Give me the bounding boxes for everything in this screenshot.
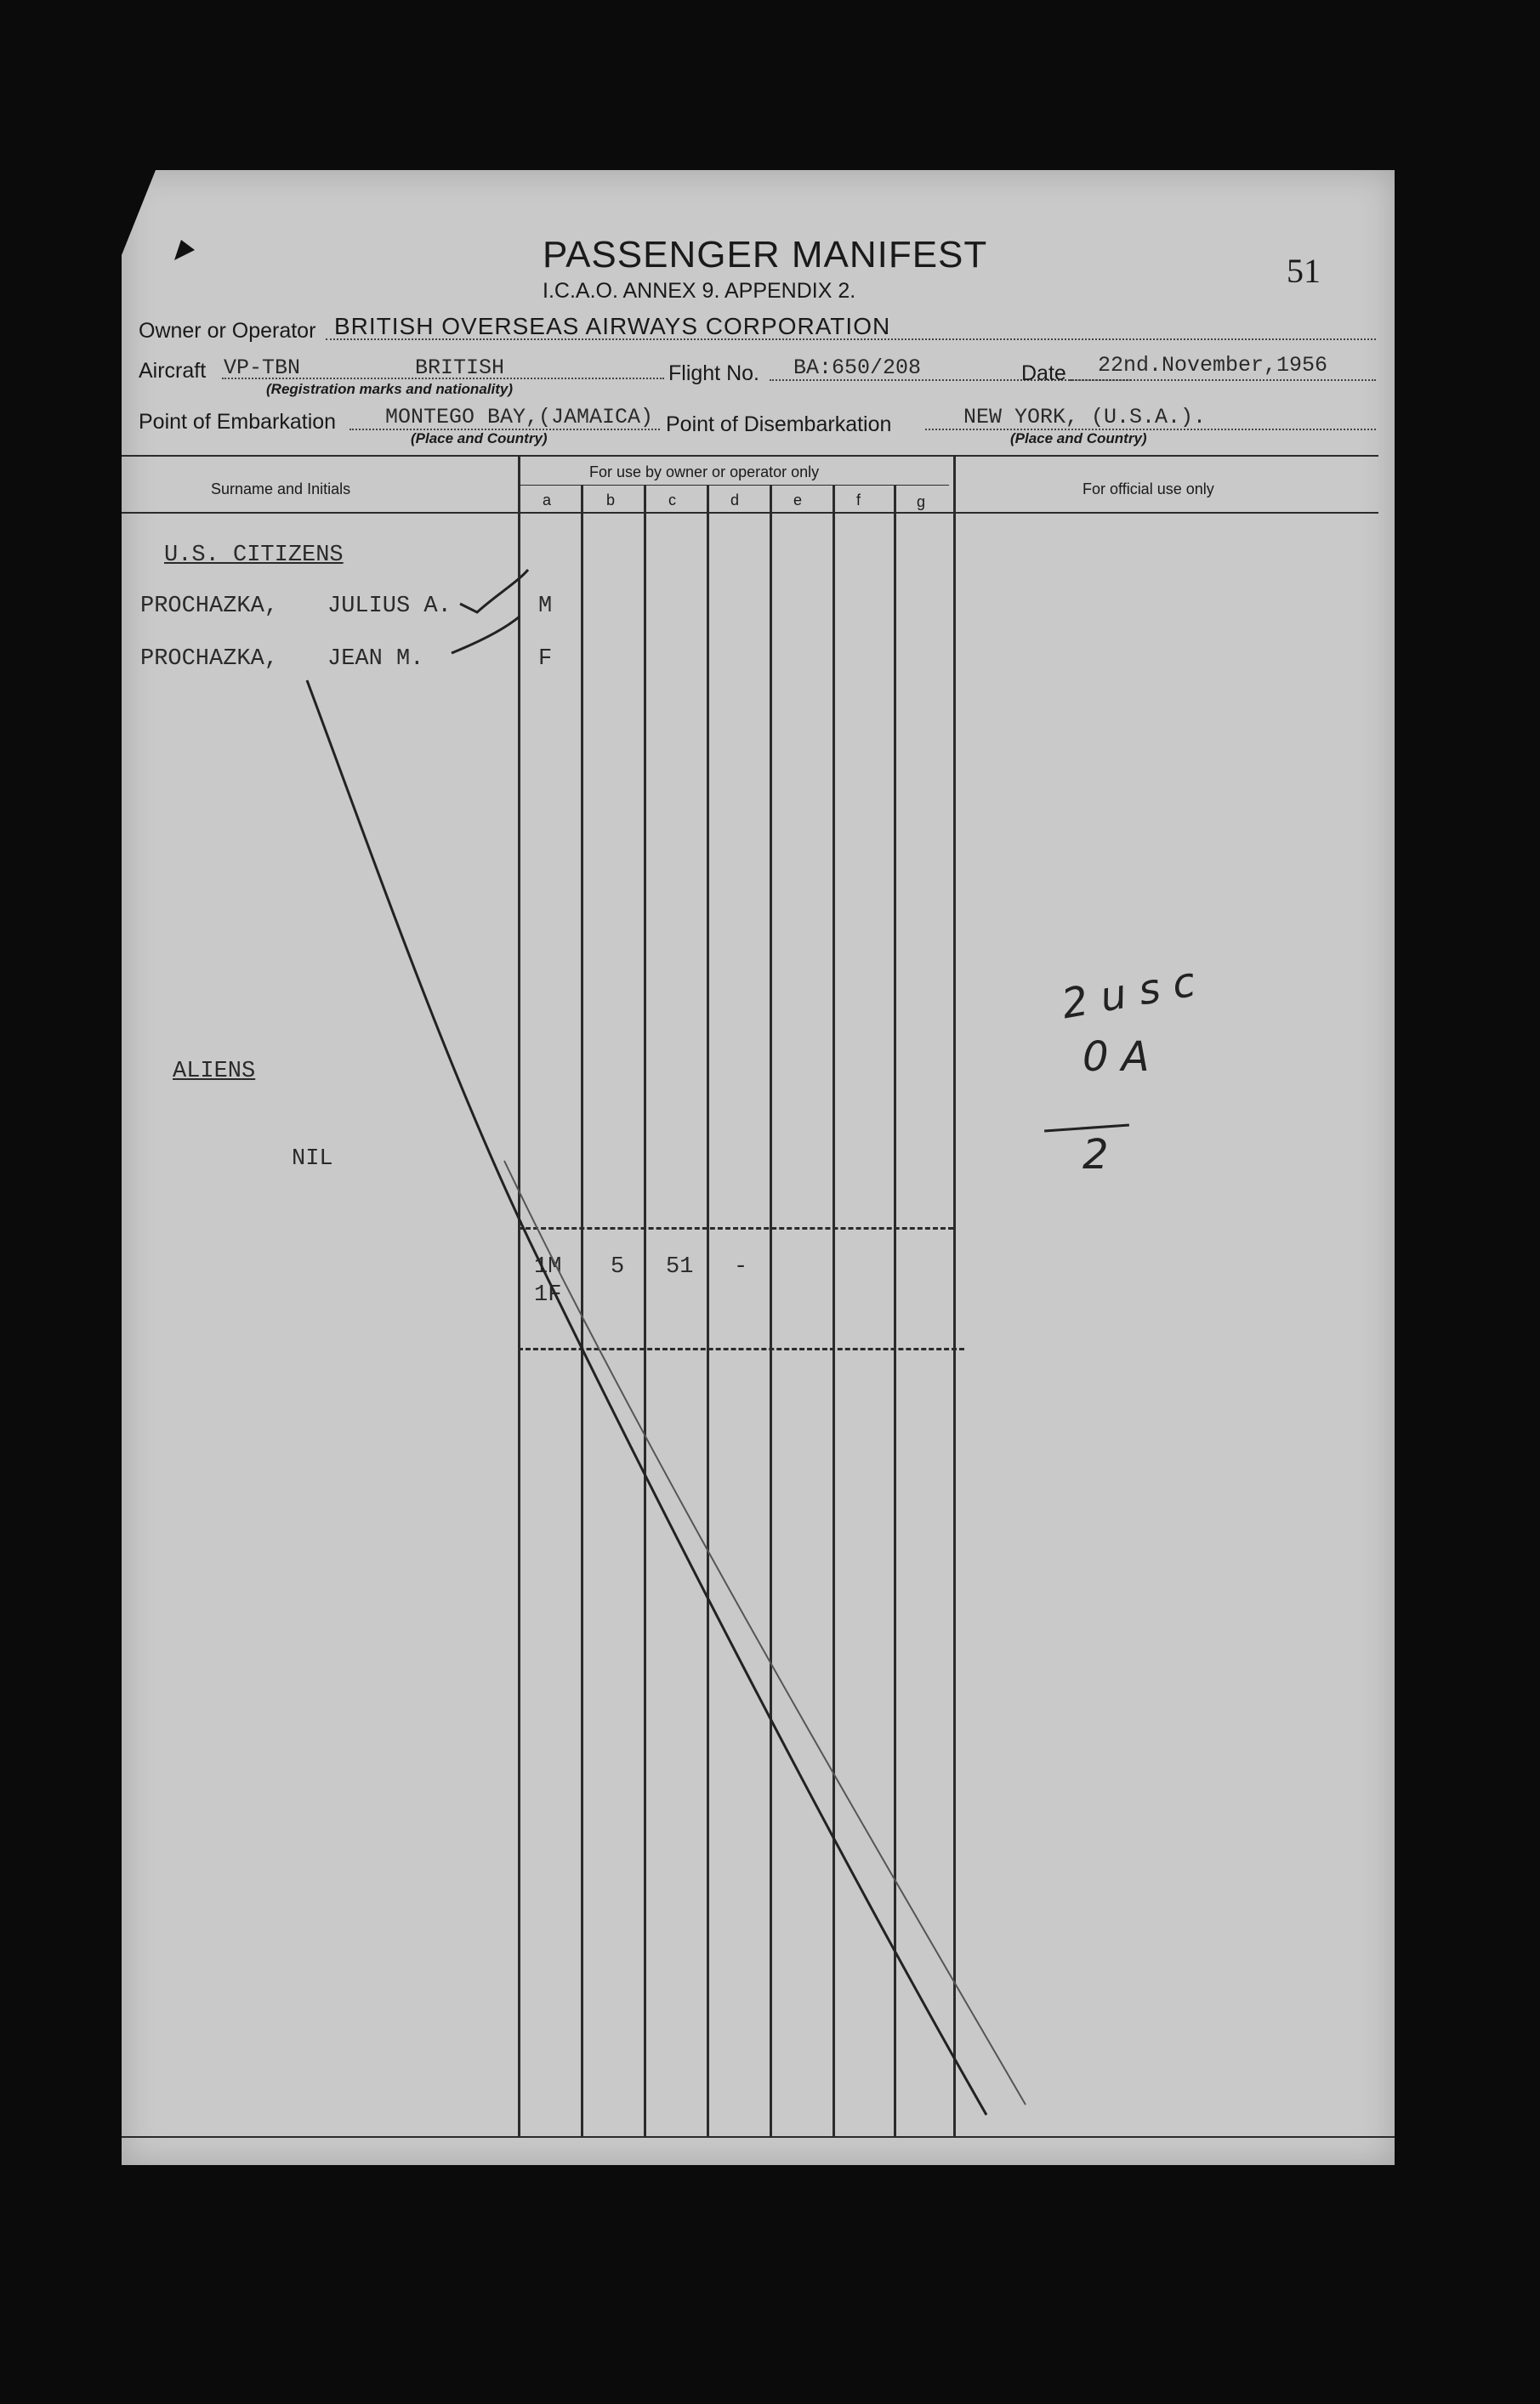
- passenger-2-initials: JEAN M.: [327, 646, 424, 672]
- flight-value: BA:650/208: [793, 355, 922, 380]
- date-value: 22nd.November,1956: [1098, 353, 1328, 378]
- embark-value: MONTEGO BAY,(JAMAICA): [385, 405, 654, 429]
- passenger-2-sex: F: [538, 646, 553, 672]
- disembark-caption: (Place and Country): [1010, 430, 1147, 446]
- col-header-surname: Surname and Initials: [211, 480, 351, 497]
- subcol-g: g: [917, 493, 926, 510]
- manifest-title: PASSENGER MANIFEST: [543, 234, 988, 276]
- embark-caption: (Place and Country): [411, 430, 548, 446]
- totals-male-count: 1M: [534, 1254, 562, 1280]
- aircraft-label: Aircraft: [139, 359, 207, 383]
- col-header-official: For official use only: [1083, 480, 1214, 497]
- subcol-c: c: [668, 492, 676, 509]
- aliens-heading: ALIENS: [173, 1059, 256, 1084]
- aircraft-nationality: BRITISH: [415, 355, 505, 380]
- aircraft-reg: VP-TBN: [224, 355, 301, 380]
- handwritten-line-3: 2: [1083, 1131, 1109, 1179]
- totals-female-count: 1F: [534, 1282, 562, 1308]
- page-number: 51: [1287, 252, 1321, 290]
- disembark-label: Point of Disembarkation: [666, 412, 892, 436]
- handwritten-line-1: 2 u s c: [1058, 958, 1199, 1029]
- disembark-value: NEW YORK, (U.S.A.).: [963, 405, 1207, 429]
- owner-label: Owner or Operator: [139, 319, 316, 343]
- passenger-1-surname: PROCHAZKA,: [140, 594, 279, 619]
- pen-strokes: [122, 170, 1395, 2165]
- totals-col-c: 51: [666, 1254, 694, 1280]
- handwritten-line-2: 0 A: [1083, 1033, 1150, 1081]
- check-mark-icon: [460, 570, 528, 612]
- passenger-2-surname: PROCHAZKA,: [140, 646, 279, 672]
- cancellation-line-secondary: [504, 1161, 1026, 2105]
- table-bottom-border: [122, 2136, 1395, 2138]
- totals-col-d: -: [734, 1254, 748, 1280]
- col-header-operator: For use by owner or operator only: [589, 463, 820, 480]
- passenger-1-sex: M: [538, 594, 553, 619]
- subcol-f: f: [856, 492, 861, 509]
- manifest-subtitle: I.C.A.O. ANNEX 9. APPENDIX 2.: [543, 279, 856, 303]
- embark-label: Point of Embarkation: [139, 410, 337, 434]
- check-mark-icon: [452, 617, 520, 653]
- flight-label: Flight No.: [668, 361, 759, 385]
- subcol-b: b: [606, 492, 616, 509]
- date-label: Date: [1021, 361, 1066, 385]
- subcol-a: a: [543, 492, 552, 509]
- passenger-1-initials: JULIUS A.: [327, 594, 452, 619]
- us-citizens-heading: U.S. CITIZENS: [164, 543, 344, 568]
- cancellation-line: [307, 680, 986, 2115]
- aliens-nil: NIL: [292, 1146, 333, 1172]
- subcol-d: d: [730, 492, 740, 509]
- manifest-sheet: [122, 170, 1395, 2165]
- totals-col-b: 5: [611, 1254, 625, 1280]
- registration-caption: (Registration marks and nationality): [266, 381, 513, 397]
- subcol-e: e: [793, 492, 803, 509]
- owner-value: BRITISH OVERSEAS AIRWAYS CORPORATION: [334, 313, 891, 339]
